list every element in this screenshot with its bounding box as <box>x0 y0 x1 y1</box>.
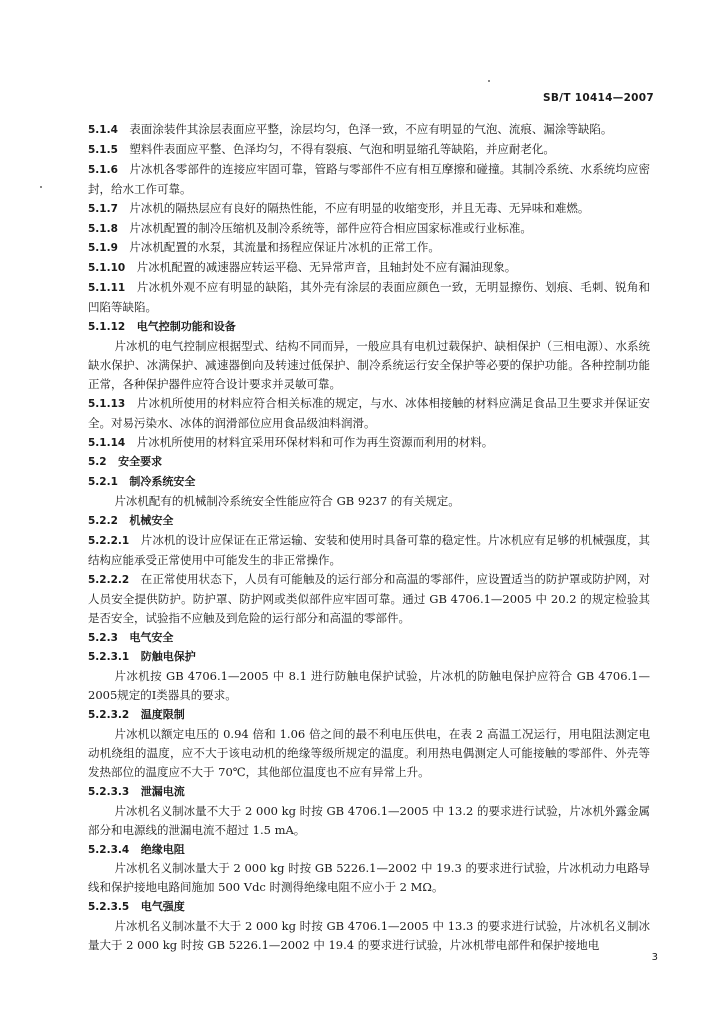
heading-text: 防触电保护 <box>140 650 196 664</box>
paragraph <box>88 140 650 160</box>
clause-number: 5.2.1 <box>88 476 118 489</box>
paragraph-text: 片冰机配置的制冷压缩机及制冷系统等，部件应符合相应国家标准或行业标准。 <box>129 220 532 235</box>
clause-number: 5.1.7 <box>88 202 118 215</box>
clause-number: 5.2.2.1 <box>88 535 130 548</box>
paragraph <box>88 238 650 258</box>
paragraph <box>88 258 650 278</box>
paragraph <box>88 917 650 955</box>
paragraph-text: 片冰机所使用的材料应符合相关标准的规定，与水、冰体相接触的材料应满足食品卫生要求并保证安全。对易污染水、冰体的润滑部位应用食品级油料润滑。 <box>88 395 650 430</box>
paragraph-text: 片冰机外观不应有明显的缺陷，其外壳有涂层的表面应颜色一致，无明显擦伤、划痕、毛刺、锐角和凹陷等缺陷。 <box>88 280 650 315</box>
paragraph-text: 片冰机各零部件的连接应牢固可靠，管路与零部件不应有相互摩擦和碰撞。其制冷系统、水系统均应密封，给水工作可靠。 <box>88 161 650 196</box>
standard-code: SB/T 10414—2007 <box>543 92 654 104</box>
clause-number: 5.1.12 <box>88 321 126 334</box>
heading-text: 温度限制 <box>140 708 185 722</box>
section-heading <box>88 628 650 648</box>
clause-number: 5.2.2.2 <box>88 573 130 586</box>
page-number: 3 <box>651 952 658 963</box>
paragraph-text: 片冰机的隔热层应有良好的隔热性能，不应有明显的收缩变形，并且无毒、无异味和难燃。 <box>129 200 590 215</box>
paragraph <box>88 531 650 570</box>
section-heading <box>88 897 650 917</box>
section-heading <box>88 840 650 860</box>
clause-number: 5.2.3.5 <box>88 901 130 914</box>
heading-text: 安全要求 <box>118 455 163 469</box>
paragraph-text: 片冰机的设计应保证在正常运输、安装和使用时具备可靠的稳定性。片冰机应有足够的机械强度，其结构应能承受正常使用中可能发生的非正常操作。 <box>88 533 650 567</box>
heading-text: 机械安全 <box>129 514 174 528</box>
paragraph <box>88 492 650 511</box>
clause-number: 5.2.3.2 <box>88 709 130 722</box>
clause-number: 5.1.8 <box>88 222 118 235</box>
paragraph <box>88 394 650 433</box>
heading-text: 绝缘电阻 <box>140 842 185 856</box>
section-heading <box>88 782 650 802</box>
paragraph-text: 片冰机名义制冰量不大于 2 000 kg 时按 GB 4706.1—2005 中 13.2 的要求进行试验，片冰机外露金属部分和电源线的泄漏电流不超过 1.5 mA。 <box>88 803 650 837</box>
paragraph-text: 塑料件表面应平整、色泽均匀，不得有裂痕、气泡和明显缩孔等缺陷，并应耐老化。 <box>129 141 555 156</box>
clause-number: 5.2.3.4 <box>88 843 130 856</box>
heading-text: 电气控制功能和设备 <box>136 320 236 334</box>
paragraph-text: 片冰机按 GB 4706.1—2005 中 8.1 进行防触电保护试验，片冰机的防触电保护应符合 GB 4706.1—2005规定的Ⅰ类器具的要求。 <box>88 669 650 703</box>
paragraph-text: 片冰机配置的减速器应转运平稳、无异常声音，且轴封处不应有漏油现象。 <box>136 260 517 275</box>
paragraph <box>88 278 650 317</box>
clause-number: 5.1.4 <box>88 124 118 136</box>
heading-text: 电气强度 <box>140 900 185 914</box>
paragraph <box>88 337 650 394</box>
paragraph <box>88 725 650 782</box>
clause-number: 5.1.9 <box>88 242 118 255</box>
paragraph <box>88 802 650 840</box>
section-heading <box>88 647 650 667</box>
clause-number: 5.1.14 <box>88 436 126 449</box>
paragraph <box>88 433 650 453</box>
paragraph <box>88 570 650 628</box>
paragraph-text: 片冰机配有的机械制冷系统安全性能应符合 GB 9237 的有关规定。 <box>114 494 460 509</box>
section-heading <box>88 472 650 492</box>
paragraph <box>88 199 650 219</box>
scan-mark <box>488 80 490 82</box>
clause-number: 5.2.2 <box>88 515 118 528</box>
heading-text: 制冷系统安全 <box>129 475 196 489</box>
section-heading <box>88 705 650 725</box>
section-heading <box>88 452 650 472</box>
section-heading <box>88 317 650 337</box>
scan-mark <box>40 186 42 188</box>
paragraph <box>88 667 650 705</box>
paragraph <box>88 219 650 239</box>
clause-number: 5.2.3.1 <box>88 651 130 664</box>
clause-number: 5.2 <box>88 456 107 469</box>
heading-text: 电气安全 <box>129 630 174 644</box>
body-text <box>88 120 650 955</box>
heading-text: 泄漏电流 <box>140 784 185 798</box>
paragraph <box>88 160 650 199</box>
clause-number: 5.2.3 <box>88 631 118 644</box>
paragraph-text: 片冰机名义制冰量不大于 2 000 kg 时按 GB 4706.1—2005 中 13.3 的要求进行试验，片冰机名义制冰量大于 2 000 kg 时按 GB 5226.1—2002 中 19.4 的要求进行试验，片冰机带电部件和保护接地电 <box>88 919 650 953</box>
clause-number: 5.1.6 <box>88 163 118 176</box>
clause-number: 5.1.13 <box>88 397 126 410</box>
paragraph-text: 片冰机配置的水泵，其流量和扬程应保证片冰机的正常工作。 <box>129 240 440 255</box>
clause-number: 5.2.3.3 <box>88 785 130 798</box>
paragraph <box>88 120 650 140</box>
paragraph-text: 表面涂装件其涂层表面应平整，涂层均匀，色泽一致，不应有明显的气泡、流痕、漏涂等缺陷。 <box>129 122 613 136</box>
clause-number: 5.1.10 <box>88 262 126 275</box>
clause-number: 5.1.11 <box>88 282 126 295</box>
paragraph-text: 片冰机以额定电压的 0.94 倍和 1.06 倍之间的最不利电压供电，在表 2 高温工况运行，用电阻法测定电动机绕组的温度，应不大于该电动机的绝缘等级所规定的温度。利用热电偶测定人可能接触的零部件、外壳等发热部位的温度应不大于 70℃，其他部位温度也不应有异常上升。 <box>88 727 650 779</box>
paragraph <box>88 859 650 897</box>
paragraph-text: 片冰机名义制冰量大于 2 000 kg 时按 GB 5226.1—2002 中 19.3 的要求进行试验，片冰机动力电路导线和保护接地电路间施加 500 Vdc 时测得绝缘电阻不应小于 2 MΩ。 <box>88 861 650 895</box>
paragraph-text: 片冰机所使用的材料宜采用环保材料和可作为再生资源而利用的材料。 <box>136 434 494 449</box>
paragraph-text: 在正常使用状态下，人员有可能触及的运行部分和高温的零部件，应设置适当的防护罩或防护网，对人员安全提供防护。防护罩、防护网或类似部件应牢固可靠。通过 GB 4706.1—2005 中 20.2 的规定检验其是否安全，试验指不应触及到危险的运行部分和高温的零部件。 <box>88 571 650 625</box>
paragraph-text: 片冰机的电气控制应根据型式、结构不同而异，一般应具有电机过载保护、缺相保护（三相电源）、水系统缺水保护、冰满保护、减速器倒向及转速过低保护、制冷系统运行安全保护等必要的保护功能。各种控制功能正常，各种保护器件应符合设计要求并灵敏可靠。 <box>88 338 650 391</box>
clause-number: 5.1.5 <box>88 143 118 156</box>
section-heading <box>88 511 650 531</box>
